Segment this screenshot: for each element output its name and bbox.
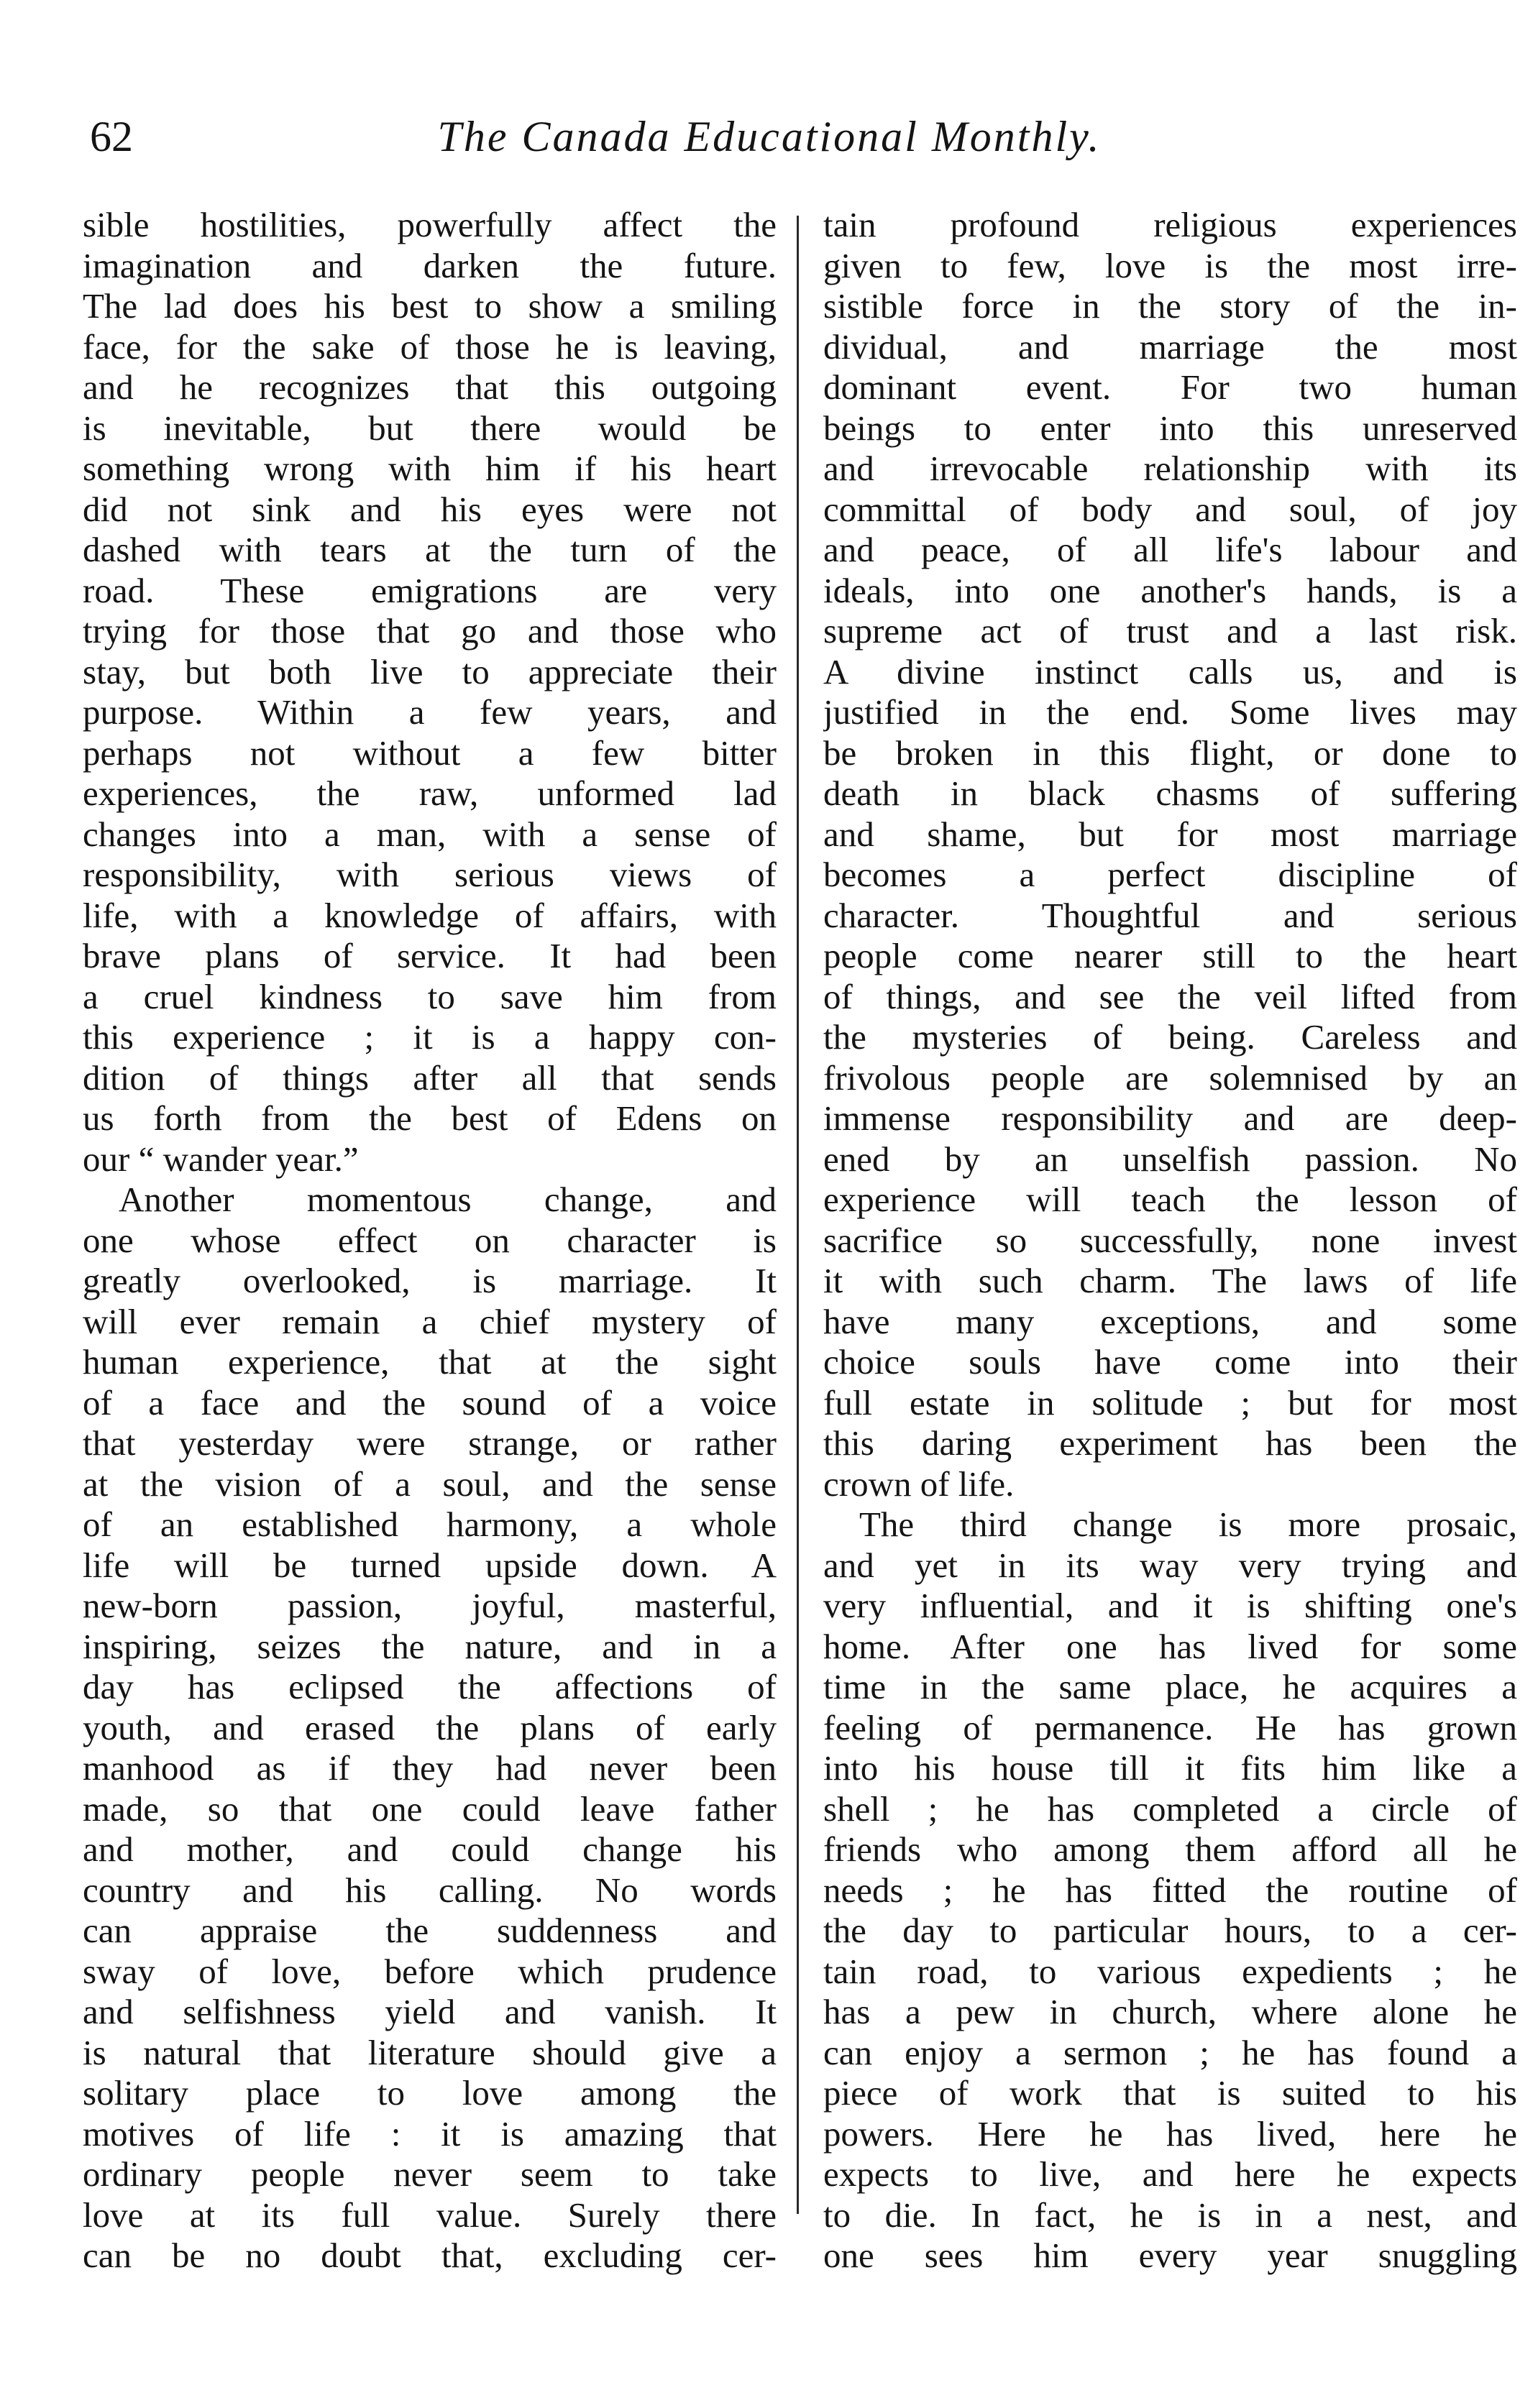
text-line: becomes a perfect discipline of <box>823 855 1517 894</box>
text-line: very influential, and it is shifting one's <box>823 1586 1517 1625</box>
text-line: feeling of permanence. He has grown <box>823 1707 1517 1747</box>
text-line: is natural that literature should give a <box>83 2032 777 2072</box>
text-line: crown of life. <box>823 1463 1015 1504</box>
text-line: us forth from the best of Edens on <box>83 1098 777 1138</box>
text-line: face, for the sake of those he is leaving, <box>83 326 777 367</box>
text-line: The third change is more prosaic, <box>859 1504 1517 1544</box>
text-line: that yesterday were strange, or rather <box>83 1423 777 1463</box>
text-line: shell ; he has completed a circle of <box>823 1788 1517 1829</box>
text-line: can be no doubt that, excluding cer- <box>83 2235 777 2275</box>
text-line: it with such charm. The laws of life <box>823 1261 1517 1300</box>
text-line: something wrong with him if his heart <box>83 449 777 488</box>
text-line: stay, but both live to appreciate their <box>83 651 777 691</box>
text-line: A divine instinct calls us, and is <box>823 651 1517 691</box>
text-line: of an established harmony, a whole <box>83 1504 777 1544</box>
text-line: perhaps not without a few bitter <box>83 732 777 773</box>
text-line: motives of life : it is amazing that <box>83 2113 777 2154</box>
text-line: our “ wander year.” <box>83 1139 359 1179</box>
text-line: at the vision of a soul, and the sense <box>83 1463 777 1504</box>
text-line: piece of work that is suited to his <box>823 2073 1517 2113</box>
text-line: road. These emigrations are very <box>83 570 777 610</box>
page-number: 62 <box>90 113 133 160</box>
text-line: tain road, to various expedients ; he <box>823 1951 1517 1991</box>
text-line: powers. Here he has lived, here he <box>823 2113 1517 2154</box>
text-line: full estate in solitude ; but for most <box>823 1382 1517 1423</box>
text-line: life will be turned upside down. A <box>83 1545 777 1585</box>
text-line: solitary place to love among the <box>83 2073 777 2113</box>
text-line: time in the same place, he acquires a <box>823 1667 1517 1706</box>
text-line: responsibility, with serious views of <box>83 855 777 894</box>
text-line: youth, and erased the plans of early <box>83 1707 777 1747</box>
text-line: dition of things after all that sends <box>83 1057 777 1098</box>
column-divider <box>797 216 799 2214</box>
text-line: and shame, but for most marriage <box>823 814 1517 854</box>
text-line: human experience, that at the sight <box>83 1342 777 1382</box>
text-line: dividual, and marriage the most <box>823 326 1517 367</box>
page-header <box>90 108 1449 173</box>
text-line: and yet in its way very trying and <box>823 1545 1517 1585</box>
text-line: the day to particular hours, to a cer- <box>823 1911 1517 1950</box>
text-line: has a pew in church, where alone he <box>823 1992 1517 2031</box>
text-line: character. Thoughtful and serious <box>823 895 1517 935</box>
running-title: The Canada Educational Monthly. <box>437 113 1102 160</box>
text-line: and he recognizes that this outgoing <box>83 367 777 407</box>
text-line: of things, and see the veil lifted from <box>823 976 1517 1016</box>
left-column <box>83 205 777 2276</box>
text-line: inspiring, seizes the nature, and in a <box>83 1626 777 1666</box>
text-line: death in black chasms of suffering <box>823 773 1517 813</box>
text-line: country and his calling. No words <box>83 1870 777 1910</box>
text-line: frivolous people are solemnised by an <box>823 1057 1517 1098</box>
text-line: this daring experiment has been the <box>823 1423 1517 1463</box>
text-line: experience will teach the lesson of <box>823 1180 1517 1219</box>
text-line: beings to enter into this unreserved <box>823 408 1517 448</box>
text-line: one sees him every year snuggling <box>823 2235 1517 2275</box>
text-line: is inevitable, but there would be <box>83 408 777 448</box>
text-line: justified in the end. Some lives may <box>823 692 1517 732</box>
text-line: choice souls have come into their <box>823 1342 1517 1382</box>
text-line: people come nearer still to the heart <box>823 936 1517 975</box>
text-line: Another momentous change, and <box>119 1180 777 1219</box>
text-line: changes into a man, with a sense of <box>83 814 777 854</box>
text-line: new-born passion, joyful, masterful, <box>83 1586 777 1625</box>
text-line: and selfishness yield and vanish. It <box>83 1992 777 2031</box>
text-line: ideals, into one another's hands, is a <box>823 570 1517 610</box>
text-line: purpose. Within a few years, and <box>83 692 777 732</box>
text-line: can appraise the suddenness and <box>83 1911 777 1950</box>
text-line: day has eclipsed the affections of <box>83 1667 777 1706</box>
text-line: brave plans of service. It had been <box>83 936 777 975</box>
text-line: greatly overlooked, is marriage. It <box>83 1261 777 1300</box>
text-line: will ever remain a chief mystery of <box>83 1301 777 1341</box>
text-line: The lad does his best to show a smiling <box>83 286 777 326</box>
text-line: needs ; he has fitted the routine of <box>823 1870 1517 1910</box>
text-line: friends who among them afford all he <box>823 1829 1517 1869</box>
text-line: love at its full value. Surely there <box>83 2195 777 2235</box>
text-line: made, so that one could leave father <box>83 1788 777 1829</box>
text-line: and peace, of all life's labour and <box>823 530 1517 569</box>
text-line: and mother, and could change his <box>83 1829 777 1869</box>
text-line: sistible force in the story of the in- <box>823 286 1517 326</box>
text-line: a cruel kindness to save him from <box>83 976 777 1016</box>
text-line: expects to live, and here he expects <box>823 2154 1517 2194</box>
text-line: can enjoy a sermon ; he has found a <box>823 2032 1517 2072</box>
text-line: this experience ; it is a happy con- <box>83 1017 777 1057</box>
text-line: sway of love, before which prudence <box>83 1951 777 1991</box>
text-line: did not sink and his eyes were not <box>83 489 777 529</box>
text-line: life, with a knowledge of affairs, with <box>83 895 777 935</box>
text-line: one whose effect on character is <box>83 1220 777 1260</box>
text-line: home. After one has lived for some <box>823 1626 1517 1666</box>
text-line: into his house till it fits him like a <box>823 1748 1517 1788</box>
text-line: given to few, love is the most irre- <box>823 245 1517 285</box>
text-line: committal of body and soul, of joy <box>823 489 1517 529</box>
text-line: sible hostilities, powerfully affect the <box>83 205 777 244</box>
text-line: trying for those that go and those who <box>83 611 777 651</box>
text-line: ordinary people never seem to take <box>83 2154 777 2194</box>
text-line: dashed with tears at the turn of the <box>83 530 777 569</box>
text-line: dominant event. For two human <box>823 367 1517 407</box>
text-line: manhood as if they had never been <box>83 1748 777 1788</box>
text-line: have many exceptions, and some <box>823 1301 1517 1341</box>
right-column <box>823 205 1517 2276</box>
text-line: of a face and the sound of a voice <box>83 1382 777 1423</box>
text-line: and irrevocable relationship with its <box>823 449 1517 488</box>
text-line: the mysteries of being. Careless and <box>823 1017 1517 1057</box>
text-line: imagination and darken the future. <box>83 245 777 285</box>
text-line: to die. In fact, he is in a nest, and <box>823 2195 1517 2235</box>
text-line: sacrifice so successfully, none invest <box>823 1220 1517 1260</box>
text-line: tain profound religious experiences <box>823 205 1517 244</box>
text-line: immense responsibility and are deep- <box>823 1098 1517 1138</box>
text-line: supreme act of trust and a last risk. <box>823 611 1517 651</box>
text-line: ened by an unselfish passion. No <box>823 1139 1517 1179</box>
text-line: experiences, the raw, unformed lad <box>83 773 777 813</box>
text-line: be broken in this flight, or done to <box>823 732 1517 773</box>
